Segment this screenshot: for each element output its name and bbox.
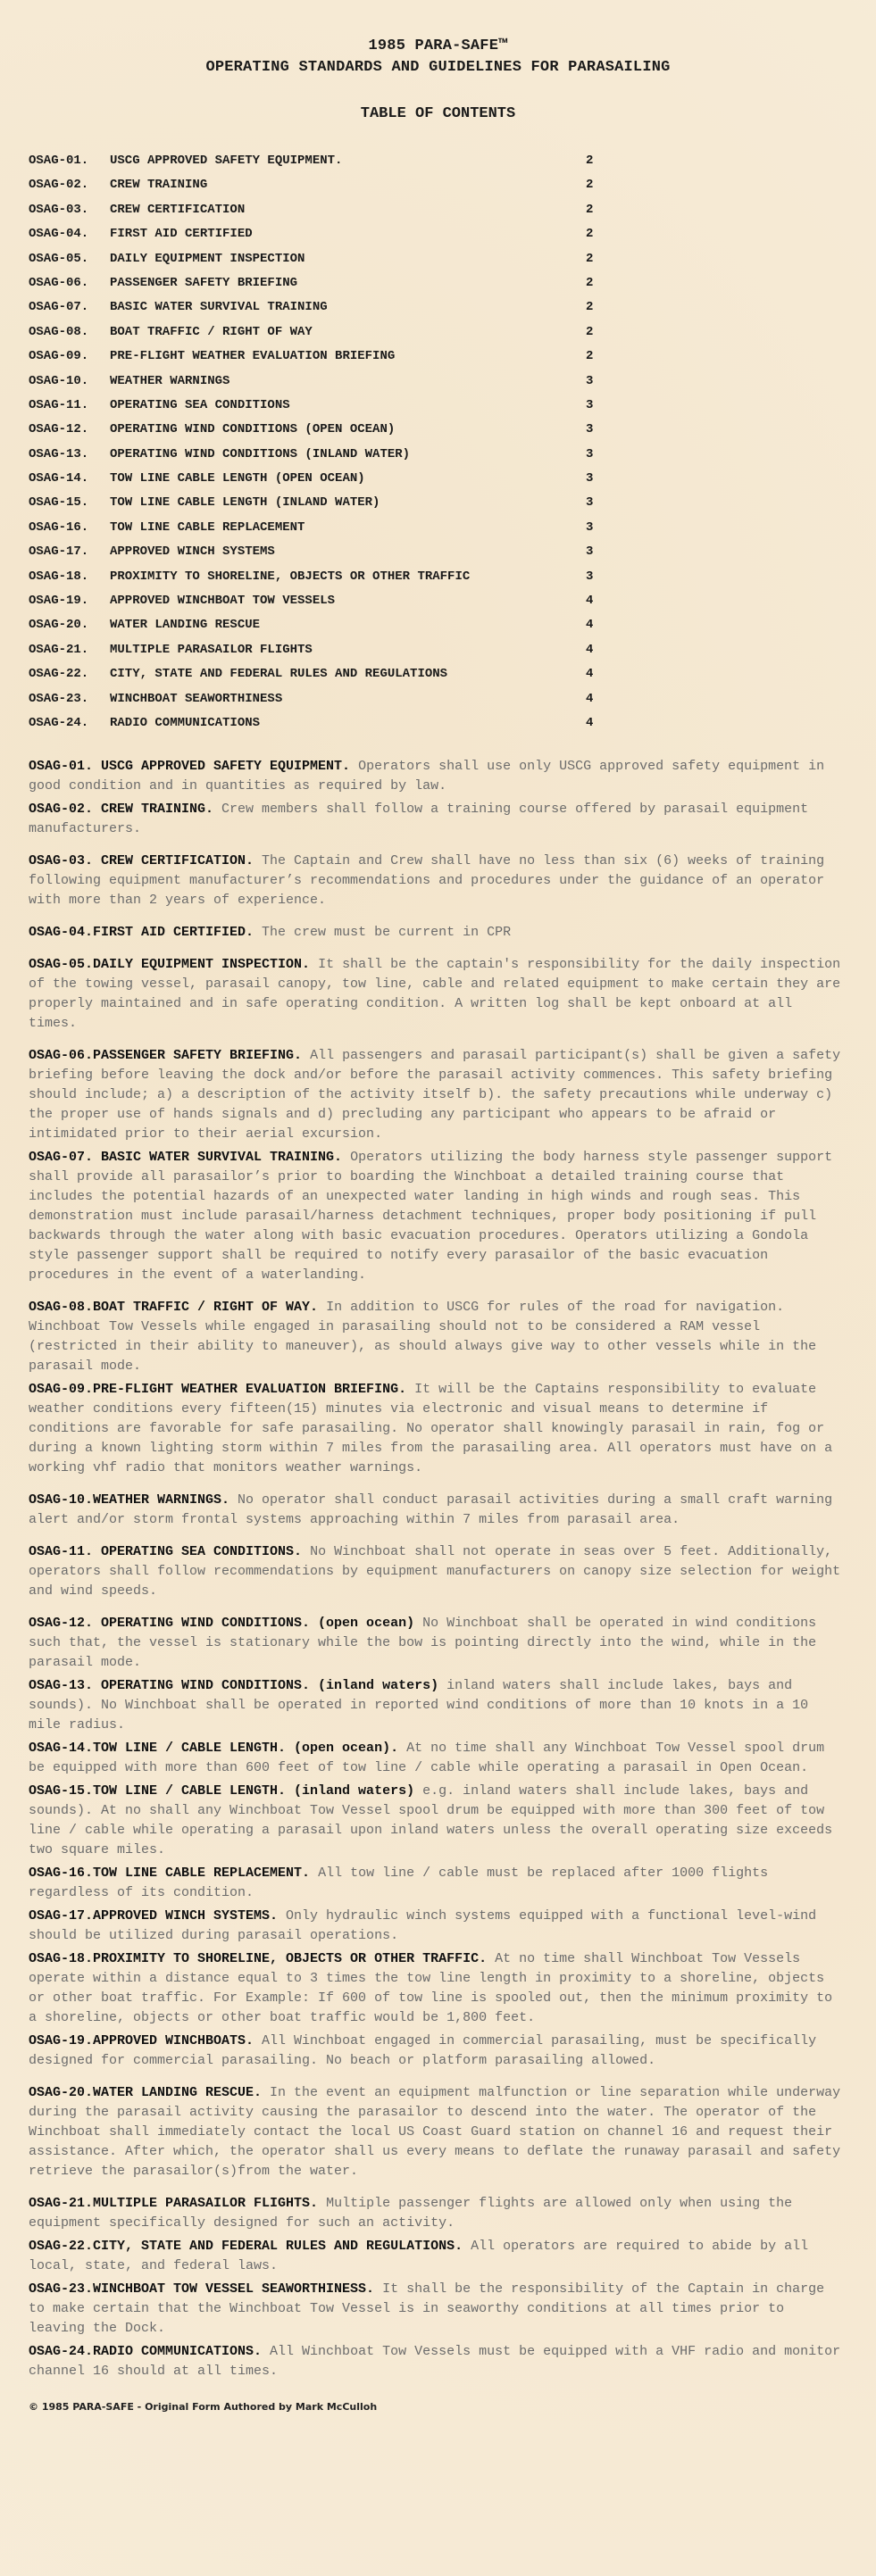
- toc-entry: [29, 662, 847, 686]
- toc-entry-label: MULTIPLE PARASAILOR FLIGHTS: [110, 642, 313, 657]
- guideline-section: [29, 1782, 847, 1860]
- guideline-heading: OSAG-05.DAILY EQUIPMENT INSPECTION.: [29, 957, 311, 973]
- guideline-heading: OSAG-20.WATER LANDING RESCUE.: [29, 2085, 263, 2101]
- toc-entry-label: FIRST AID CERTIFIED: [110, 227, 253, 242]
- toc-entry: [29, 198, 847, 222]
- guideline-heading: OSAG-04.FIRST AID CERTIFIED.: [29, 925, 254, 941]
- toc-entry-code: OSAG-16.: [29, 519, 89, 535]
- document-title: 1985 PARA-SAFE™: [368, 37, 508, 54]
- guideline-text: Only hydraulic winch systems equipped with a functional level-wind should be utilized during parasail operations.: [29, 1908, 817, 1944]
- toc-entry: [29, 394, 847, 418]
- guideline-section: [29, 1380, 847, 1478]
- toc-entry-page: 4: [586, 642, 594, 657]
- guideline-text: The crew must be current in CPR: [254, 925, 512, 941]
- guideline-text: It shall be the captain's responsibility for the daily inspection of the towing vessel, parasail canopy, tow line, cable and related equipment to make certain they are properly maintained and in safe operating condition. A written log shall be kept onboard at all times.: [29, 957, 841, 1032]
- guideline-section: [29, 757, 847, 796]
- toc-entry-page: 3: [586, 373, 594, 388]
- toc-entry: [29, 516, 847, 540]
- guideline-text: Multiple passenger flights are allowed only when using the equipment specifically designed for such an activity.: [29, 2196, 793, 2231]
- toc-entry-page: 2: [586, 275, 594, 290]
- toc-entry-code: OSAG-09.: [29, 349, 89, 364]
- toc-entry-code: OSAG-03.: [29, 202, 89, 217]
- guideline-section: [29, 800, 847, 839]
- toc-entry-label: APPROVED WINCH SYSTEMS: [110, 544, 275, 560]
- toc-entry: [29, 173, 847, 197]
- toc-entry-label: RADIO COMMUNICATIONS: [110, 715, 261, 730]
- toc-entry-page: 2: [586, 324, 594, 339]
- toc-entry-label: BOAT TRAFFIC / RIGHT OF WAY: [110, 324, 313, 339]
- guideline-section: [29, 1676, 847, 1735]
- toc-entry: [29, 687, 847, 711]
- guideline-text: All passengers and parasail participant(s) shall be given a safety briefing before leaving the dock and/or before the parasail activity commences. This safety briefing should include; a) a description of the activity itself b). the safety precautions while underway c) the proper use of hands signals and d) precluding any participant who appears to be afraid or intimidated prior to their aerial excursion.: [29, 1048, 841, 1143]
- guideline-heading: OSAG-07. BASIC WATER SURVIVAL TRAINING.: [29, 1150, 343, 1166]
- toc-entry-code: OSAG-17.: [29, 544, 89, 560]
- guideline-section: [29, 923, 847, 943]
- toc-entry-page: 4: [586, 691, 594, 706]
- guideline-section: [29, 1542, 847, 1601]
- guideline-text: Operators shall use only USCG approved safety equipment in good condition and in quantities as required by law.: [29, 759, 825, 794]
- guideline-section: [29, 1739, 847, 1778]
- toc-entry-page: 2: [586, 251, 594, 266]
- toc-entry-label: CREW TRAINING: [110, 178, 208, 193]
- guideline-section: [29, 1046, 847, 1144]
- toc-entry-page: 2: [586, 178, 594, 193]
- document-subtitle: OPERATING STANDARDS AND GUIDELINES FOR PARASAILING: [205, 59, 671, 76]
- toc-entry-label: BASIC WATER SURVIVAL TRAINING: [110, 300, 328, 315]
- toc-entry-label: WATER LANDING RESCUE: [110, 618, 261, 633]
- guideline-text: At no time shall any Winchboat Tow Vessel spool drum be equipped with more than 600 feet of tow line / cable while operating a parasail in Open Ocean.: [29, 1741, 825, 1776]
- guideline-heading: OSAG-03. CREW CERTIFICATION.: [29, 853, 254, 869]
- toc-entry-page: 3: [586, 495, 594, 511]
- toc-entry: [29, 320, 847, 345]
- guideline-text: e.g. inland waters shall include lakes, bays and sounds). At no shall any Winchboat Tow Vessel spool drum be equipped with more than 300 feet of tow line / cable while operating a parasail upon inland waters unless the overall operating size exceeds two square miles.: [29, 1783, 833, 1858]
- toc-entry: [29, 491, 847, 515]
- guideline-heading: OSAG-22.CITY, STATE AND FEDERAL RULES AND REGULATIONS.: [29, 2239, 463, 2255]
- guideline-section: [29, 1148, 847, 1285]
- toc-entry-label: APPROVED WINCHBOAT TOW VESSELS: [110, 594, 336, 609]
- toc-entry-code: OSAG-04.: [29, 227, 89, 242]
- toc-entry-label: TOW LINE CABLE REPLACEMENT: [110, 519, 305, 535]
- guideline-text: In addition to USCG for rules of the road for navigation. Winchboat Tow Vessels while engaged in parasailing should not to be considered a RAM vessel (restricted in their ability to maneuver), as should always give way to other vessels while in the parasail mode.: [29, 1300, 817, 1375]
- toc-entry-label: TOW LINE CABLE LENGTH (INLAND WATER): [110, 495, 380, 511]
- toc-entry-code: OSAG-10.: [29, 373, 89, 388]
- toc-entry-label: WINCHBOAT SEAWORTHINESS: [110, 691, 283, 706]
- toc-entry-page: 3: [586, 397, 594, 412]
- guideline-section: [29, 2032, 847, 2071]
- guideline-text: It will be the Captains responsibility to evaluate weather conditions every fifteen(15) minutes via electronic and visual means to determine if conditions are favorable for safe parasailing. No operator shall knowingly parasail in rain, fog or during a known lighting storm within 7 miles from the parasailing area. All operators must have on a working vhf radio that monitors weather warnings.: [29, 1382, 833, 1476]
- toc-entry-label: PROXIMITY TO SHORELINE, OBJECTS OR OTHER TRAFFIC: [110, 569, 471, 584]
- toc-entry-code: OSAG-07.: [29, 300, 89, 315]
- guideline-section: [29, 2342, 847, 2381]
- toc-entry-page: 2: [586, 227, 594, 242]
- guideline-heading: OSAG-06.PASSENGER SAFETY BRIEFING.: [29, 1048, 303, 1064]
- toc-entry-code: OSAG-12.: [29, 422, 89, 437]
- guideline-heading: OSAG-17.APPROVED WINCH SYSTEMS.: [29, 1908, 279, 1924]
- guideline-text: All Winchboat Tow Vessels must be equipped with a VHF radio and monitor channel 16 should at all times.: [29, 2344, 841, 2380]
- guideline-text: All Winchboat engaged in commercial parasailing, must be specifically designed for commercial parasailing. No beach or platform parasailing allowed.: [29, 2033, 817, 2069]
- toc-entry: [29, 271, 847, 295]
- toc-entry-label: USCG APPROVED SAFETY EQUIPMENT.: [110, 154, 343, 168]
- toc-entry: [29, 418, 847, 442]
- guideline-heading: OSAG-24.RADIO COMMUNICATIONS.: [29, 2344, 263, 2360]
- toc-entry-code: OSAG-05.: [29, 251, 89, 266]
- copyright-footer: © 1985 PARA-SAFE - Original Form Authored by Mark McCulloh: [29, 2401, 378, 2414]
- guideline-text: At no time shall Winchboat Tow Vessels operate within a distance equal to 3 times the tow line length in proximity to a shoreline, objects or other boat traffic. For Example: If 600 of tow line is spooled out, then the minimum proximity to a shoreline, objects or other boat traffic would be 1,800 feet.: [29, 1951, 833, 2026]
- toc-entry-code: OSAG-20.: [29, 618, 89, 633]
- toc-entry-code: OSAG-08.: [29, 324, 89, 339]
- toc-entry-label: OPERATING SEA CONDITIONS: [110, 397, 290, 412]
- toc-entry-page: 2: [586, 202, 594, 217]
- guideline-section: [29, 1614, 847, 1673]
- guideline-heading: OSAG-23.WINCHBOAT TOW VESSEL SEAWORTHINESS.: [29, 2281, 375, 2298]
- guideline-heading: OSAG-19.APPROVED WINCHBOATS.: [29, 2033, 254, 2049]
- toc-entry-code: OSAG-18.: [29, 569, 89, 584]
- toc-entry: [29, 345, 847, 369]
- toc-entry-label: PRE-FLIGHT WEATHER EVALUATION BRIEFING: [110, 349, 396, 364]
- guideline-section: [29, 1907, 847, 1946]
- toc-entry: [29, 613, 847, 637]
- guideline-heading: OSAG-13. OPERATING WIND CONDITIONS. (inland waters): [29, 1678, 439, 1694]
- guideline-text: No Winchboat shall not operate in seas over 5 feet. Additionally, operators shall follow recommendations by equipment manufacturers on canopy size selection for weight and wind speeds.: [29, 1544, 841, 1600]
- toc-entry-label: CREW CERTIFICATION: [110, 202, 246, 217]
- table-of-contents: [29, 149, 847, 735]
- guideline-text: The Captain and Crew shall have no less than six (6) weeks of training following equipment manufacturer’s recommendations and procedures under the guidance of an operator with more than 2 years of experience.: [29, 853, 825, 909]
- toc-entry: [29, 638, 847, 662]
- toc-entry-label: CITY, STATE AND FEDERAL RULES AND REGULATIONS: [110, 667, 448, 682]
- toc-heading: TABLE OF CONTENTS: [360, 105, 516, 122]
- toc-entry-code: OSAG-06.: [29, 275, 89, 290]
- guidelines-body: [29, 757, 847, 2381]
- toc-entry: [29, 540, 847, 564]
- toc-entry-page: 2: [586, 349, 594, 364]
- toc-entry-page: 2: [586, 300, 594, 315]
- toc-entry-page: 4: [586, 715, 594, 730]
- toc-entry-page: 3: [586, 544, 594, 560]
- toc-entry: [29, 467, 847, 491]
- guideline-section: [29, 852, 847, 910]
- toc-entry-code: OSAG-11.: [29, 397, 89, 412]
- guideline-heading: OSAG-12. OPERATING WIND CONDITIONS. (open ocean): [29, 1616, 415, 1632]
- toc-entry-label: TOW LINE CABLE LENGTH (OPEN OCEAN): [110, 471, 365, 486]
- guideline-text: Operators utilizing the body harness style passenger support shall provide all parasailor’s prior to boarding the Winchboat a detailed training course that includes the potential hazards of an unexpected water landing in high winds and rough seas. This demonstration must include parasail/harness detachment techniques, proper body positioning if pull backwards through the water along with basic evacuation procedures. Operators utilizing a Gondola style passenger support shall be required to notify every parasailor of the basic evacuation procedures in the event of a waterlanding.: [29, 1150, 833, 1284]
- toc-entry: [29, 565, 847, 589]
- guideline-text: In the event an equipment malfunction or line separation while underway during the parasail activity causing the parasailor to descend into the water. The operator of the Winchboat shall immediately contact the local US Coast Guard station on channel 16 and request their assistance. After which, the operator shall us every means to deflate the runaway parasail and safety retrieve the parasailor(s)from the water.: [29, 2085, 841, 2180]
- guideline-section: [29, 1949, 847, 2028]
- guideline-section: [29, 2194, 847, 2233]
- guideline-heading: OSAG-11. OPERATING SEA CONDITIONS.: [29, 1544, 303, 1560]
- guideline-text: No operator shall conduct parasail activities during a small craft warning alert and/or storm frontal systems approaching within 7 miles from parasail area.: [29, 1492, 833, 1528]
- guideline-heading: OSAG-01. USCG APPROVED SAFETY EQUIPMENT.: [29, 759, 351, 775]
- guideline-section: [29, 1298, 847, 1376]
- guideline-text: It shall be the responsibility of the Captain in charge to make certain that the Winchboat Tow Vessel is in seaworthy conditions at all times prior to leaving the Dock.: [29, 2281, 825, 2337]
- toc-entry: [29, 589, 847, 613]
- guideline-section: [29, 2237, 847, 2276]
- toc-entry-code: OSAG-23.: [29, 691, 89, 706]
- toc-entry-code: OSAG-02.: [29, 178, 89, 193]
- toc-entry-page: 4: [586, 594, 594, 609]
- toc-entry-label: OPERATING WIND CONDITIONS (OPEN OCEAN): [110, 422, 396, 437]
- guideline-text: All tow line / cable must be replaced after 1000 flights regardless of its condition.: [29, 1866, 769, 1901]
- guideline-heading: OSAG-09.PRE-FLIGHT WEATHER EVALUATION BRIEFING.: [29, 1382, 407, 1398]
- toc-entry-code: OSAG-21.: [29, 642, 89, 657]
- toc-entry: [29, 149, 847, 173]
- guideline-heading: OSAG-16.TOW LINE CABLE REPLACEMENT.: [29, 1866, 311, 1882]
- toc-entry: [29, 222, 847, 246]
- toc-entry-code: OSAG-22.: [29, 667, 89, 682]
- toc-entry-page: 3: [586, 519, 594, 535]
- toc-entry-code: OSAG-13.: [29, 446, 89, 461]
- guideline-text: No Winchboat shall be operated in wind conditions such that, the vessel is stationary while the bow is pointing directly into the wind, while in the parasail mode.: [29, 1616, 817, 1671]
- toc-entry-code: OSAG-19.: [29, 594, 89, 609]
- toc-entry-page: 3: [586, 471, 594, 486]
- toc-entry-label: WEATHER WARNINGS: [110, 373, 230, 388]
- guideline-section: [29, 1491, 847, 1530]
- toc-entry: [29, 711, 847, 735]
- toc-entry: [29, 370, 847, 394]
- toc-entry: [29, 247, 847, 271]
- toc-entry-page: 3: [586, 446, 594, 461]
- guideline-text: Crew members shall follow a training course offered by parasail equipment manufacturers.: [29, 802, 809, 837]
- toc-entry-label: OPERATING WIND CONDITIONS (INLAND WATER): [110, 446, 411, 461]
- guideline-heading: OSAG-18.PROXIMITY TO SHORELINE, OBJECTS OR OTHER TRAFFIC.: [29, 1951, 488, 1967]
- guideline-section: [29, 2083, 847, 2181]
- guideline-heading: OSAG-21.MULTIPLE PARASAILOR FLIGHTS.: [29, 2196, 319, 2212]
- toc-entry-code: OSAG-24.: [29, 715, 89, 730]
- toc-entry-label: PASSENGER SAFETY BRIEFING: [110, 275, 298, 290]
- toc-entry-page: 2: [586, 154, 594, 168]
- toc-entry: [29, 443, 847, 467]
- guideline-text: All operators are required to abide by all local, state, and federal laws.: [29, 2239, 809, 2274]
- toc-entry-page: 4: [586, 667, 594, 682]
- guideline-heading: OSAG-15.TOW LINE / CABLE LENGTH. (inland waters): [29, 1783, 415, 1799]
- guideline-heading: OSAG-10.WEATHER WARNINGS.: [29, 1492, 230, 1508]
- toc-entry-label: DAILY EQUIPMENT INSPECTION: [110, 251, 305, 266]
- toc-entry: [29, 295, 847, 320]
- toc-entry-page: 3: [586, 422, 594, 437]
- guideline-section: [29, 955, 847, 1034]
- toc-entry-page: 3: [586, 569, 594, 584]
- guideline-heading: OSAG-08.BOAT TRAFFIC / RIGHT OF WAY.: [29, 1300, 319, 1316]
- guideline-heading: OSAG-14.TOW LINE / CABLE LENGTH. (open ocean).: [29, 1741, 399, 1757]
- toc-entry-code: OSAG-01.: [29, 154, 89, 168]
- guideline-text: inland waters shall include lakes, bays and sounds). No Winchboat shall be operated in reported wind conditions of more than 10 knots in a 10 mile radius.: [29, 1678, 809, 1733]
- guideline-section: [29, 1864, 847, 1903]
- toc-entry-page: 4: [586, 618, 594, 633]
- toc-entry-code: OSAG-14.: [29, 471, 89, 486]
- guideline-section: [29, 2280, 847, 2339]
- toc-entry-code: OSAG-15.: [29, 495, 89, 511]
- guideline-heading: OSAG-02. CREW TRAINING.: [29, 802, 214, 818]
